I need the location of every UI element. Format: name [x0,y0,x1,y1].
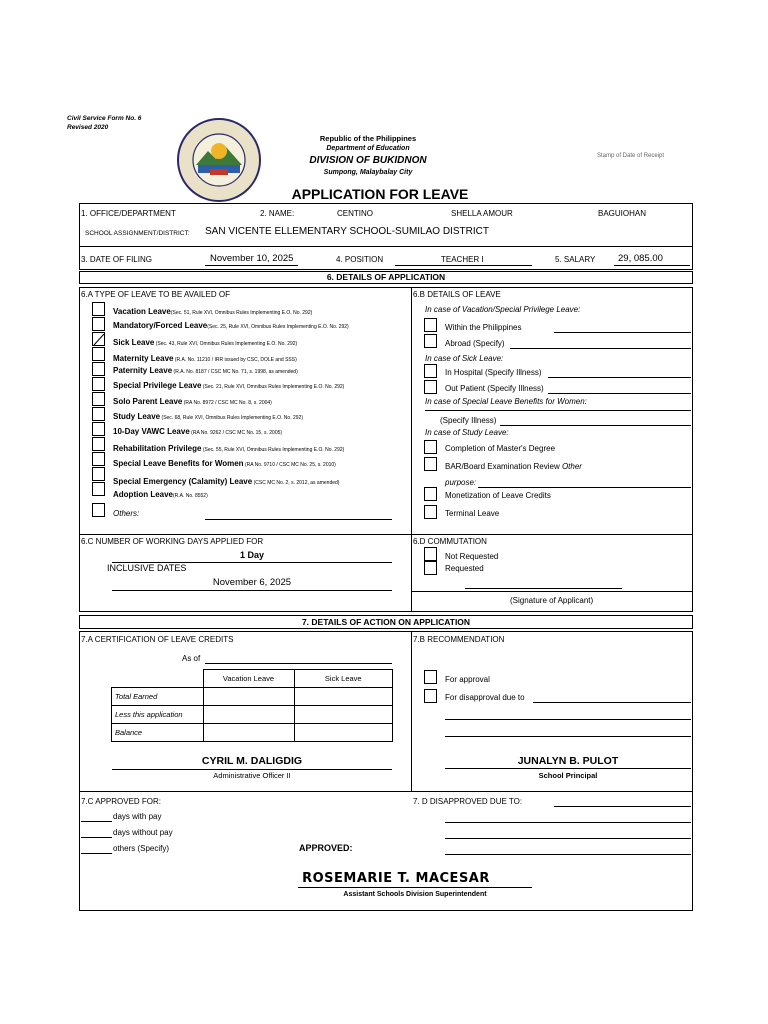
leave-type-maternity: Maternity Leave (R.A. No. 11210 / IRR issued by CSC, DOLE and SSS) [113,354,297,363]
col-sick-leave: Sick Leave [294,670,393,688]
paternity-leave-checkbox[interactable] [92,362,105,376]
office-label: 1. OFFICE/DEPARTMENT [81,209,176,218]
sick-leave-checkbox[interactable] [92,332,105,346]
out-patient-label: Out Patient (Specify Illness) [445,384,544,393]
middle-name-value[interactable]: SHELLA AMOUR [451,209,513,218]
days-with-pay-label: days with pay [113,812,162,821]
signature-line[interactable] [465,588,622,589]
principal-title: School Principal [538,771,598,780]
section7-vertical-divider [411,631,412,791]
inclusive-dates-label: INCLUSIVE DATES [107,563,187,573]
row-less-application: Less this application [112,706,204,724]
disapproved-line-2[interactable] [445,822,691,823]
cell-sick-balance[interactable] [294,724,393,742]
position-value[interactable]: TEACHER I [441,255,484,264]
officer-signature-line [112,769,392,770]
disapproved-line-4[interactable] [445,854,691,855]
study-case-label: In case of Study Leave: [425,428,509,437]
table-row [112,688,393,706]
6b-label: 6.B DETAILS OF LEAVE [413,290,501,299]
approved-label: APPROVED: [299,843,353,853]
working-days-value[interactable]: 1 Day [239,550,265,560]
position-label: 4. POSITION [336,255,384,264]
cell-vacation-less[interactable] [203,706,294,724]
date-underline [205,265,298,266]
in-hospital-line[interactable] [548,377,691,378]
cell-vacation-balance[interactable] [203,724,294,742]
abroad-line[interactable] [510,348,691,349]
leave-type-special-emergency: Special Emergency (Calamity) Leave (CSC MC No. 2, s. 2012, as amended) [113,477,340,486]
others-underline[interactable] [205,519,392,520]
position-underline [395,265,532,266]
school-value[interactable]: SAN VICENTE ELLEMENTARY SCHOOL-SUMILAO DISTRICT [205,226,489,237]
abroad-checkbox[interactable] [424,334,437,348]
leave-type-adoption: Adoption Leave(R.A. No. 8552) [113,490,208,499]
for-approval-checkbox[interactable] [424,670,437,684]
cell-vacation-total[interactable] [203,688,294,706]
out-patient-line[interactable] [548,393,691,394]
leave-type-vacation: Vacation Leave(Sec. 51, Rule XVI, Omnibus Rules Implementing E.O. No. 292) [113,307,313,316]
masters-degree-label: Completion of Master's Degree [445,444,556,453]
others-specify-line[interactable] [81,853,112,854]
monetization-label: Monetization of Leave Credits [445,491,551,500]
salary-label: 5. SALARY [555,255,596,264]
disapproval-reason-line-2[interactable] [445,719,691,720]
within-philippines-checkbox[interactable] [424,318,437,332]
superintendent-signature-line [298,887,532,888]
solo-parent-leave-checkbox[interactable] [92,392,105,406]
vawc-leave-checkbox[interactable] [92,422,105,436]
commutation-divider [412,591,692,592]
disapproval-reason-line-3[interactable] [445,736,691,737]
leave-type-mandatory: Mandatory/Forced Leave(Sec. 25, Rule XVI, Omnibus Rules Implementing E.O. No. 292) [113,321,349,330]
first-name-value[interactable]: CENTINO [337,209,373,218]
form-revision: Revised 2020 [67,124,109,131]
as-of-label: As of [182,654,201,663]
col-vacation-leave: Vacation Leave [203,670,294,688]
disapproval-reason-line[interactable] [533,702,691,703]
out-patient-checkbox[interactable] [424,380,437,394]
school-label: SCHOOL ASSIGNMENT/DISTRICT: [85,230,190,237]
for-disapproval-label: For disapproval due to [445,693,525,702]
6d-label: 6.D COMMUTATION [413,537,487,546]
bar-review-label: BAR/Board Examination Review Other [445,462,582,471]
specify-illness-line[interactable] [500,425,691,426]
leave-type-special-women: Special Leave Benefits for Women (RA No. 9710 / CSC MC No. 25, s. 2010) [113,459,336,468]
abroad-label: Abroad (Specify) [445,339,505,348]
table-row [112,724,393,742]
name-label: 2. NAME: [260,209,295,218]
officer-name: CYRIL M. DALIGDIG [201,755,303,767]
monetization-checkbox[interactable] [424,487,437,501]
masters-degree-checkbox[interactable] [424,440,437,454]
women-case-label: In case of Special Leave Benefits for Women: [425,397,587,406]
in-hospital-label: In Hospital (Specify Illness) [445,368,542,377]
leave-type-study: Study Leave (Sec. 68, Rule XVI, Omnibus Rules Implementing E.O. No. 292) [113,412,303,421]
7a-label: 7.A CERTIFICATION OF LEAVE CREDITS [81,635,234,644]
bar-review-checkbox[interactable] [424,457,437,471]
7d-label: 7. D DISAPPROVED DUE TO: [413,797,523,806]
section6-horizontal-divider [80,534,692,535]
not-requested-checkbox[interactable] [424,547,437,561]
others-label: Others: [113,509,140,518]
7c-label: 7.C APPROVED FOR: [81,797,162,806]
section6-vertical-divider [411,287,412,612]
mandatory-leave-checkbox[interactable] [92,317,105,331]
specify-illness-label: (Specify Illness) [440,416,497,425]
within-philippines-line[interactable] [554,332,691,333]
row-balance: Balance [112,724,204,742]
inclusive-dates-value[interactable]: November 6, 2025 [212,577,292,588]
section7-horizontal-divider [80,791,692,792]
adoption-leave-checkbox[interactable] [92,482,105,496]
as-of-line[interactable] [205,663,392,664]
terminal-leave-label: Terminal Leave [445,509,500,518]
table-corner [112,670,204,688]
leave-type-sick: Sick Leave (Sec. 43, Rule XVI, Omnibus Rules Implementing E.O. No. 292) [113,338,298,347]
vacation-leave-checkbox[interactable] [92,302,105,316]
requested-label: Requested [445,564,484,573]
requested-checkbox[interactable] [424,561,437,575]
leave-type-rehabilitation: Rehabilitation Privilege (Sec. 55, Rule XVI, Omnibus Rules Implementing E.O. No. 292) [113,444,345,453]
last-name-value[interactable]: BAGUIOHAN [598,209,647,218]
division-address: Sumpong, Malaybalay City [323,169,413,176]
women-line[interactable] [425,410,691,411]
not-requested-label: Not Requested [445,552,499,561]
others-specify-label: others (Specify) [113,844,170,853]
sick-case-label: In case of Sick Leave: [425,354,504,363]
department-label: Department of Education [326,145,410,152]
special-leave-women-checkbox[interactable] [92,452,105,466]
for-approval-label: For approval [445,675,490,684]
principal-name: JUNALYN B. PULOT [517,755,619,767]
leave-type-paternity: Paternity Leave (R.A. No. 8187 / CSC MC No. 71, s. 1998, as amended) [113,366,298,375]
leave-type-special-privilege: Special Privilege Leave (Sec. 21, Rule XVI, Omnibus Rules Implementing E.O. No. 292) [113,381,345,390]
republic-label: Republic of the Philippines [319,134,417,143]
terminal-leave-checkbox[interactable] [424,505,437,519]
special-privilege-leave-checkbox[interactable] [92,377,105,391]
purpose-line[interactable] [478,487,691,488]
in-hospital-checkbox[interactable] [424,364,437,378]
cell-sick-less[interactable] [294,706,393,724]
6a-label: 6.A TYPE OF LEAVE TO BE AVAILED OF [81,290,230,299]
disapproved-line-1[interactable] [554,806,691,807]
section6-title: 6. DETAILS OF APPLICATION [326,272,446,282]
maternity-leave-checkbox[interactable] [92,347,105,361]
form-title: APPLICATION FOR LEAVE [291,186,469,202]
section7-title: 7. DETAILS OF ACTION ON APPLICATION [301,617,471,627]
leave-type-solo-parent: Solo Parent Leave (RA No. 8972 / CSC MC No. 8, s. 2004) [113,397,272,406]
inclusive-dates-line [112,590,392,591]
others-checkbox[interactable] [92,503,105,517]
table-header-row [112,670,393,688]
leave-type-vawc: 10-Day VAWC Leave (RA No. 9262 / CSC MC No. 15, s. 2005) [113,427,283,436]
study-leave-checkbox[interactable] [92,407,105,421]
for-disapproval-checkbox[interactable] [424,689,437,703]
date-filing-value[interactable]: November 10, 2025 [210,253,294,264]
vacation-case-label: In case of Vacation/Special Privilege Leave: [425,305,581,314]
superintendent-title: Assistant Schools Division Superintendent [343,891,487,898]
table-row [112,706,393,724]
cell-sick-total[interactable] [294,688,393,706]
7b-label: 7.B RECOMMENDATION [413,635,505,644]
signature-label: (Signature of Applicant) [510,596,594,605]
6c-label: 6.C NUMBER OF WORKING DAYS APPLIED FOR [81,537,264,546]
disapproved-line-3[interactable] [445,838,691,839]
principal-signature-line [445,768,691,769]
salary-underline [614,265,690,266]
days-with-pay-line[interactable] [81,821,112,822]
officer-title: Administrative Officer II [213,771,291,780]
rehabilitation-checkbox[interactable] [92,437,105,451]
divider [80,246,692,247]
date-filing-label: 3. DATE OF FILING [81,255,152,264]
within-philippines-label: Within the Philippines [445,323,522,332]
division-label: DIVISION OF BUKIDNON [309,155,427,166]
purpose-label: purpose: [445,478,477,487]
row-total-earned: Total Earned [112,688,204,706]
leave-credits-table [111,669,393,742]
days-without-pay-line[interactable] [81,837,112,838]
special-emergency-checkbox[interactable] [92,467,105,481]
days-without-pay-label: days without pay [113,828,173,837]
form-number: Civil Service Form No. 6 [67,115,142,122]
stamp-label: Stamp of Date of Receipt [597,153,665,159]
salary-value[interactable]: 29, 085.00 [618,253,663,264]
superintendent-name: ROSEMARIE T. MACESAR [302,871,490,886]
